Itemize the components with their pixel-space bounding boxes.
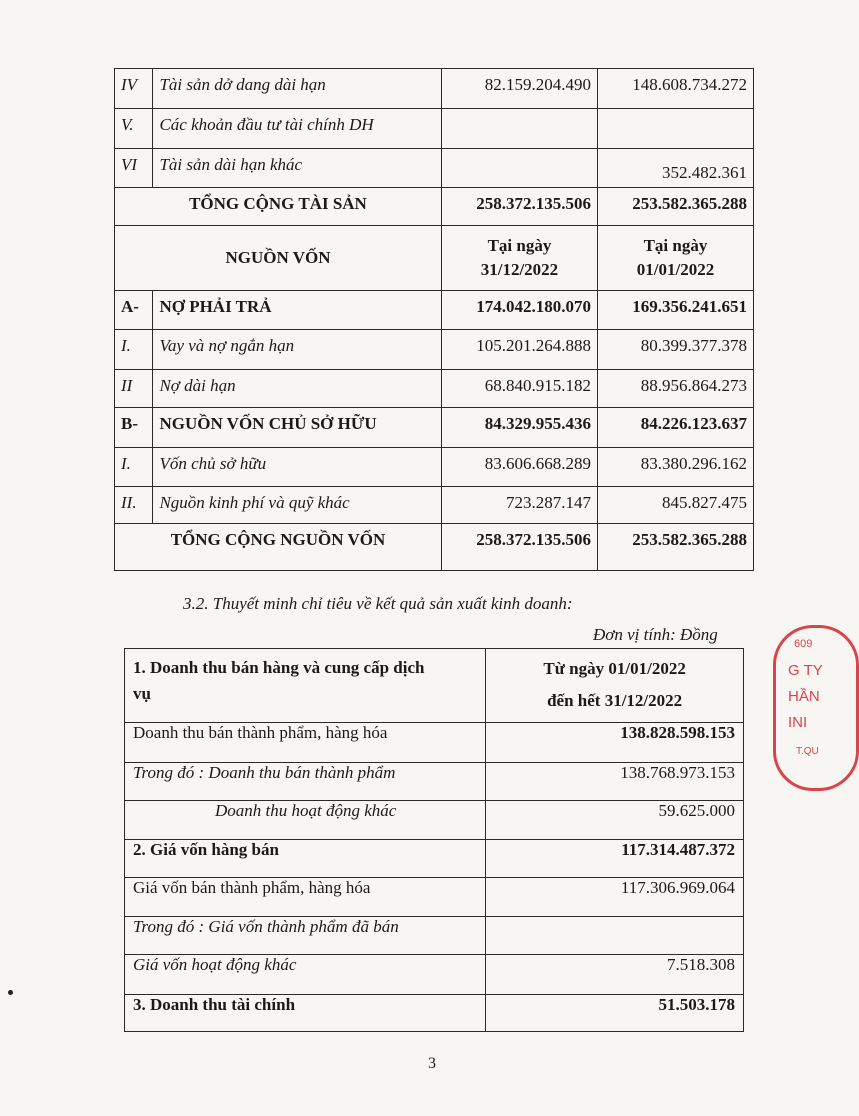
row-code: IV: [115, 69, 153, 109]
row-value-2022-12-31: 174.042.180.070: [441, 291, 597, 330]
row-value-2022-12-31: 84.329.955.436: [441, 408, 597, 448]
sources-header-row: [115, 226, 754, 291]
seal-text: G TY: [788, 662, 823, 679]
row-value-2022-01-01: 148.608.734.272: [597, 69, 753, 109]
row-value: 117.306.969.064: [486, 878, 744, 917]
row-value-2022-01-01: 84.226.123.637: [597, 408, 753, 448]
table-row: [115, 448, 754, 487]
row-code: II.: [115, 487, 153, 524]
row-label: NỢ PHẢI TRẢ: [153, 291, 442, 330]
row-value-2022-01-01: 845.827.475: [597, 487, 753, 524]
row-value-2022-12-31: 723.287.147: [441, 487, 597, 524]
company-seal: [773, 625, 859, 791]
row-code: I.: [115, 448, 153, 487]
seal-text: INI: [788, 714, 808, 731]
row-label: Nguồn kinh phí và quỹ khác: [153, 487, 442, 524]
header-line: 1. Doanh thu bán hàng và cung cấp dịch: [133, 658, 425, 677]
row-value-2022-01-01: [597, 109, 753, 149]
column-header-2022-01-01: [597, 226, 753, 291]
row-label: Vốn chủ sở hữu: [153, 448, 442, 487]
row-label: NGUỒN VỐN CHỦ SỞ HỮU: [153, 408, 442, 448]
revenue-header-label: [125, 649, 486, 723]
row-code: V.: [115, 109, 153, 149]
unit-label: Đơn vị tính: Đồng: [593, 625, 718, 644]
row-label: Các khoản đầu tư tài chính DH: [153, 109, 442, 149]
row-value-2022-12-31: 83.606.668.289: [441, 448, 597, 487]
row-label: Tài sản dở dang dài hạn: [153, 69, 442, 109]
row-label: Giá vốn bán thành phẩm, hàng hóa: [125, 878, 486, 917]
table-row: [115, 487, 754, 524]
row-code: A-: [115, 291, 153, 330]
page-number: 3: [428, 1055, 436, 1072]
seal-text: 609: [794, 638, 813, 650]
total-sources-2022-01-01: 253.582.365.288: [597, 524, 753, 571]
table-row: [115, 330, 754, 370]
section-title: 3.2. Thuyết minh chỉ tiêu về kết quả sản xuất kinh doanh:: [183, 594, 573, 613]
seal-text: HẦN: [788, 688, 820, 705]
row-code: VI: [115, 149, 153, 188]
seal-text: T.QU: [796, 746, 819, 757]
table-row: [125, 801, 744, 840]
balance-sheet-table: [114, 68, 754, 571]
header-line: đến hết 31/12/2022: [547, 691, 683, 710]
sources-header-label: NGUỒN VỐN: [115, 226, 442, 291]
row-value-2022-01-01: 88.956.864.273: [597, 370, 753, 408]
table-row: [115, 370, 754, 408]
row-label: Nợ dài hạn: [153, 370, 442, 408]
row-value-2022-12-31: 105.201.264.888: [441, 330, 597, 370]
row-value-2022-01-01: 83.380.296.162: [597, 448, 753, 487]
total-assets-2022-12-31: 258.372.135.506: [441, 188, 597, 226]
column-header-line: Tại ngày: [487, 236, 552, 255]
total-sources-label: TỔNG CỘNG NGUỒN VỐN: [115, 524, 442, 571]
scan-speck: [8, 990, 13, 995]
table-row: [125, 840, 744, 878]
row-value-2022-12-31: 82.159.204.490: [441, 69, 597, 109]
table-row: [115, 109, 754, 149]
row-code: B-: [115, 408, 153, 448]
equity-row: [115, 408, 754, 448]
row-label: 2. Giá vốn hàng bán: [125, 840, 486, 878]
row-value-2022-12-31: 68.840.915.182: [441, 370, 597, 408]
header-line: vụ: [133, 684, 151, 703]
row-value-2022-12-31: [441, 149, 597, 188]
results-header-row: [125, 649, 744, 723]
column-header-line: 01/01/2022: [636, 260, 715, 279]
liabilities-row: [115, 291, 754, 330]
table-row: [115, 69, 754, 109]
row-value-2022-01-01: 169.356.241.651: [597, 291, 753, 330]
row-code: I.: [115, 330, 153, 370]
column-header-line: 31/12/2022: [480, 260, 559, 279]
header-line: Từ ngày 01/01/2022: [543, 659, 686, 678]
row-value: 51.503.178: [486, 995, 744, 1032]
row-value-2022-12-31: [441, 109, 597, 149]
row-label: Trong đó : Giá vốn thành phẩm đã bán: [125, 917, 486, 955]
column-header-line: Tại ngày: [643, 236, 708, 255]
row-value: 138.828.598.153: [486, 723, 744, 763]
row-value-2022-01-01: 80.399.377.378: [597, 330, 753, 370]
period-header: [486, 649, 744, 723]
row-label: 3. Doanh thu tài chính: [125, 995, 486, 1032]
row-code: II: [115, 370, 153, 408]
row-label: Tài sản dài hạn khác: [153, 149, 442, 188]
table-row: [125, 917, 744, 955]
table-row: [125, 995, 744, 1032]
row-label: Trong đó : Doanh thu bán thành phẩm: [125, 763, 486, 801]
table-row: [125, 723, 744, 763]
table-row: [115, 149, 754, 188]
table-row: [125, 878, 744, 917]
row-value: [486, 917, 744, 955]
row-label: Giá vốn hoạt động khác: [125, 955, 486, 995]
row-label: Doanh thu hoạt động khác: [125, 801, 486, 840]
total-assets-row: [115, 188, 754, 226]
results-table: [124, 648, 744, 1032]
row-value: 7.518.308: [486, 955, 744, 995]
row-label: Doanh thu bán thành phẩm, hàng hóa: [125, 723, 486, 763]
total-sources-2022-12-31: 258.372.135.506: [441, 524, 597, 571]
table-row: [125, 763, 744, 801]
table-row: [125, 955, 744, 995]
row-value: 138.768.973.153: [486, 763, 744, 801]
row-value: 59.625.000: [486, 801, 744, 840]
total-assets-2022-01-01: 253.582.365.288: [597, 188, 753, 226]
column-header-2022-12-31: [441, 226, 597, 291]
total-assets-label: TỔNG CỘNG TÀI SẢN: [115, 188, 442, 226]
row-label: Vay và nợ ngắn hạn: [153, 330, 442, 370]
row-value-2022-01-01: 352.482.361: [597, 149, 753, 188]
row-value: 117.314.487.372: [486, 840, 744, 878]
total-sources-row: [115, 524, 754, 571]
